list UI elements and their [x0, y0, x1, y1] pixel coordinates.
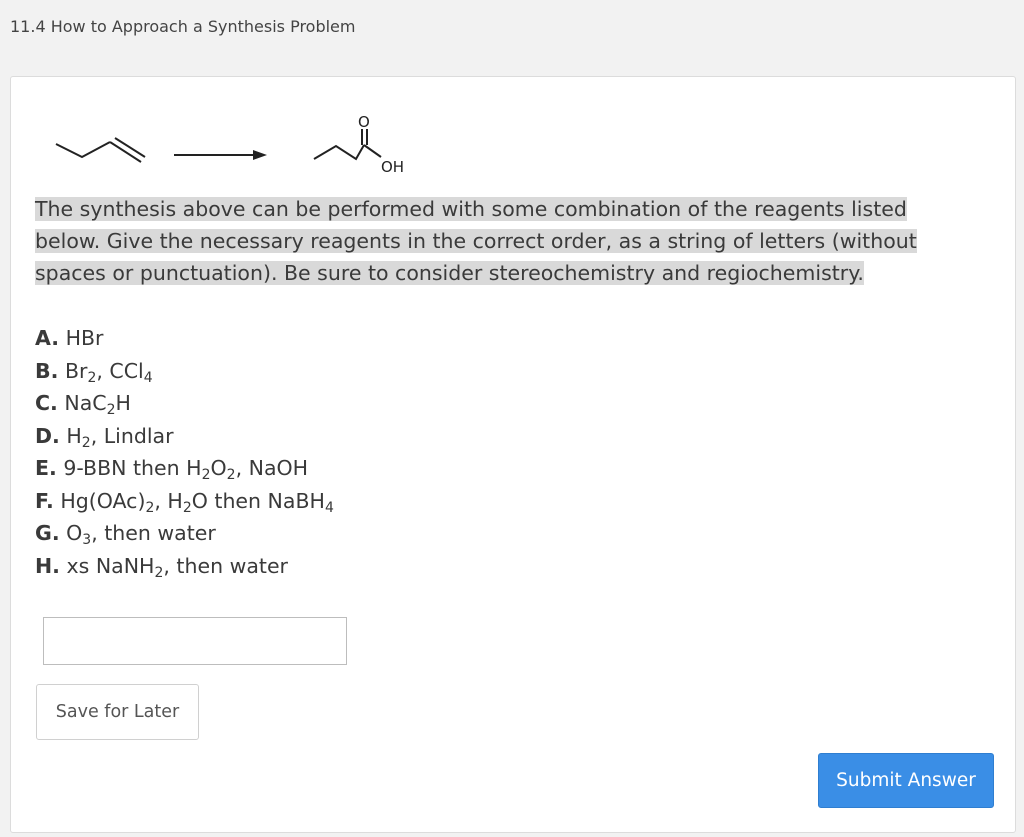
reagent-option — [35, 485, 334, 518]
option-text: xs NaNH — [66, 553, 155, 578]
option-letter: B. — [35, 358, 59, 383]
option-text: , then water — [91, 521, 216, 545]
option-subscript: 4 — [143, 369, 153, 386]
option-letter: D. — [35, 423, 60, 448]
option-subscript: 2 — [226, 467, 236, 483]
reagent-option — [35, 517, 334, 550]
option-text: NaC — [64, 391, 107, 415]
option-text: H — [66, 423, 82, 448]
reagent-option — [35, 452, 334, 485]
option-text: Br — [64, 358, 88, 383]
option-subscript: 4 — [324, 499, 334, 516]
submit-answer-button[interactable]: Submit Answer — [818, 753, 994, 808]
reagent-option — [35, 420, 334, 453]
reagent-options — [35, 322, 334, 582]
reaction-scheme — [11, 77, 1017, 187]
hydroxyl-bond — [364, 145, 381, 157]
option-text: , NaOH — [235, 456, 309, 480]
option-text: Hg(OAc) — [60, 488, 146, 513]
option-text: , H — [154, 488, 183, 513]
option-subscript: 2 — [154, 564, 164, 581]
option-text: 9-BBN then H — [63, 456, 202, 480]
reagent-option — [35, 355, 334, 388]
option-text: O then NaBH — [191, 488, 325, 513]
arrow-head — [253, 150, 267, 160]
option-subscript: 2 — [145, 499, 155, 516]
question-prompt-text: The synthesis above can be performed with some combination of the reagents listed below. Give the necessary reagents in the correct order, as a string of letters (without spaces or punctuation). Be sure to consider stereochemistry and regiochemistry. — [35, 197, 917, 285]
reagent-option — [35, 550, 334, 583]
hydroxyl-label: OH — [381, 158, 405, 176]
page-title: 11.4 How to Approach a Synthesis Problem — [10, 17, 356, 36]
option-letter: G. — [35, 521, 60, 545]
option-subscript: 2 — [201, 467, 211, 483]
option-subscript: 2 — [81, 434, 91, 451]
option-text: , Lindlar — [90, 423, 174, 448]
answer-input[interactable] — [43, 617, 347, 665]
question-prompt — [35, 193, 975, 289]
option-text: , CCl — [96, 358, 144, 383]
option-letter: F. — [35, 488, 54, 513]
option-subscript: 3 — [82, 532, 92, 548]
option-letter: C. — [35, 391, 58, 415]
save-for-later-button[interactable]: Save for Later — [36, 684, 199, 740]
product-chain — [314, 145, 364, 159]
starting-alkene — [56, 142, 110, 157]
question-card — [10, 76, 1016, 833]
option-letter: H. — [35, 553, 60, 578]
option-text: O — [210, 456, 227, 480]
option-subscript: 2 — [106, 402, 116, 418]
reagent-option — [35, 387, 334, 420]
option-letter: E. — [35, 456, 57, 480]
option-subscript: 2 — [87, 369, 97, 386]
option-subscript: 2 — [182, 499, 192, 516]
reagent-option — [35, 322, 334, 355]
option-text: H — [115, 391, 131, 415]
oxygen-label: O — [358, 113, 370, 131]
option-text: , then water — [163, 553, 288, 578]
option-text: O — [66, 521, 83, 545]
option-letter: A. — [35, 326, 60, 350]
option-text: HBr — [65, 326, 104, 350]
